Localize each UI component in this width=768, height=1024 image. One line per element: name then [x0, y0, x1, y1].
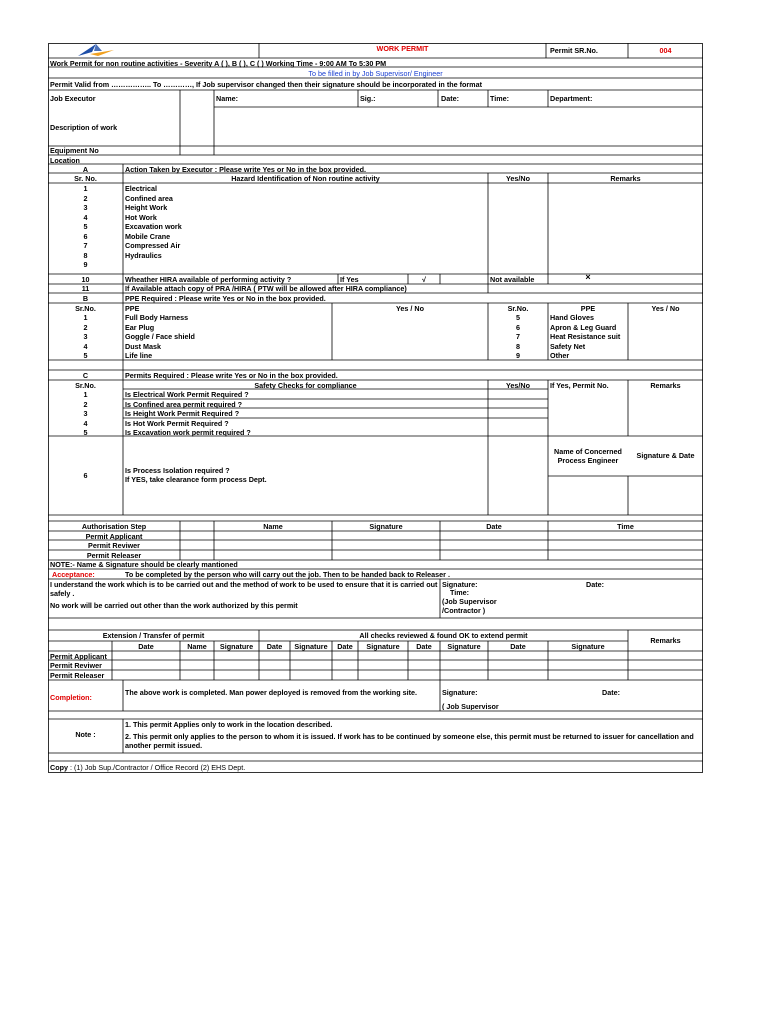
hazard-row-text: Mobile Crane — [125, 231, 171, 241]
check-row-no: 5 — [83, 428, 88, 437]
section-b-col-ppe-right: PPE — [580, 303, 596, 313]
auth-col-step: Authorisation Step — [81, 521, 147, 531]
ppe-row-no: 5 — [83, 351, 88, 360]
acceptance-date: Date: — [586, 580, 604, 589]
section-a-col-hazard: Hazard Identification of Non routine activity — [231, 174, 380, 183]
hira-row-no: 10 — [81, 274, 90, 284]
hazard-row-text: Compressed Air — [125, 241, 181, 250]
ext-row-label: Permit Releaser — [50, 670, 105, 680]
section-b-col-sr: Sr.No. — [75, 303, 96, 313]
job-executor-label: Job Executor — [50, 94, 96, 103]
valid-line: Permit Valid from …………….. To …………, If Job supervisor changed then their signature should be incorporated in the format — [50, 80, 482, 89]
ppe-right-no: 7 — [516, 332, 520, 341]
severity-line: Work Permit for non routine activities - Severity A ( ), B ( ), C ( ) Working Time - 9:00 AM To 5:30 PM — [50, 59, 387, 68]
hira-if-yes: If Yes — [340, 274, 359, 284]
executor-department-label: Department: — [550, 94, 593, 103]
attach-text: If Available attach copy of PRA /HIRA ( PTW will be allowed after HIRA compliance) — [125, 284, 407, 293]
permit-sr-value: 004 — [659, 46, 672, 55]
section-c-col-checks: Safety Checks for compliance — [254, 380, 357, 390]
ext-col-signature: Signature — [571, 641, 605, 651]
hazard-row-no: 1 — [83, 184, 88, 193]
hazard-row-text: Hot Work — [125, 212, 157, 222]
completion-signature: Signature: — [442, 688, 478, 697]
extension-title: Extension / Transfer of permit — [102, 631, 205, 640]
description-label: Description of work — [50, 123, 118, 132]
acceptance-signature: Signature: — [442, 580, 478, 589]
ppe-right-text: Hand Gloves — [550, 313, 594, 322]
check-row-text: Is Height Work Permit Required ? — [125, 409, 240, 418]
executor-name-label: Name: — [216, 94, 238, 103]
ext-col-signature: Signature — [366, 641, 400, 651]
section-b-col-sr-right: Sr.No. — [507, 303, 529, 313]
ext-col-date: Date — [266, 641, 283, 651]
permit-sr-label: Permit SR.No. — [550, 46, 598, 55]
completion-supervisor: ( Job Supervisor — [442, 702, 499, 710]
section-b-col-ppe: PPE — [125, 303, 140, 313]
ppe-right-text: Apron & Leg Guard — [550, 322, 617, 332]
note-line-1: 1. This permit Applies only to work in the location described. — [125, 720, 333, 729]
acceptance-understand: I understand the work which is to be carried out and the method of work to be used to ensure that it is carried out safely . — [50, 580, 438, 598]
hazard-row-no: 8 — [83, 250, 88, 260]
section-a-letter: A — [82, 164, 89, 174]
check-row-text: Is Electrical Work Permit Required ? — [125, 390, 249, 399]
ext-col-signature: Signature — [219, 641, 254, 651]
hazard-row-text: Hydraulics — [125, 250, 162, 260]
copy-label: Copy — [50, 762, 68, 772]
ppe-right-text: Safety Net — [550, 341, 586, 351]
hira-not-available: Not available — [490, 274, 535, 284]
extension-remarks: Remarks — [650, 636, 681, 645]
check-row-no: 1 — [83, 390, 88, 399]
auth-row-label: Permit Releaser — [86, 550, 142, 560]
ppe-right-text: Other — [550, 351, 570, 360]
ext-col-signature: Signature — [447, 641, 481, 651]
copy-text: : (1) Job Sup./Contractor / Office Record (2) EHS Dept. — [67, 762, 246, 772]
note-label: Note : — [75, 730, 96, 739]
executor-time-label: Time: — [490, 94, 510, 103]
ppe-right-text: Heat Resistance suit — [550, 332, 621, 341]
acceptance-no-other: No work will be carried out other than the work authorized by this permit — [50, 601, 298, 610]
hazard-row-no: 4 — [83, 212, 88, 222]
hazard-row-text: Height Work — [125, 203, 168, 212]
check-row-no: 4 — [83, 418, 88, 428]
attach-row-no: 11 — [81, 284, 90, 293]
executor-sig-label: Sig.: — [360, 94, 376, 103]
hazard-row-no: 2 — [83, 193, 88, 203]
ext-col-date: Date — [337, 641, 353, 651]
ppe-right-no: 6 — [516, 322, 520, 332]
acceptance-contractor: /Contractor ) — [442, 606, 486, 615]
hazard-row-no: 6 — [83, 231, 88, 241]
completion-date: Date: — [602, 688, 620, 697]
supervisor-note: To be filled in by Job Supervisor/ Engineer — [308, 68, 443, 78]
section-c-col-ifyes: If Yes, Permit No. — [550, 380, 609, 390]
auth-note: NOTE:- Name & Signature should be clearly mantioned — [50, 560, 238, 569]
acceptance-text: To be completed by the person who will carry out the job. Then to be handed back to Releaser . — [125, 570, 450, 579]
check-row-no: 3 — [83, 409, 88, 418]
completion-supervisor-clip — [442, 702, 542, 710]
auth-col-date: Date — [486, 521, 502, 531]
hira-question: Wheather HIRA available of performing activity ? — [125, 274, 292, 284]
concerned-engineer-label: Name of Concerned Process Engineer — [554, 447, 622, 465]
section-c-col-yesno: Yes/No — [506, 380, 530, 390]
auth-col-name: Name — [263, 521, 283, 531]
check-row-6-line1: Is Process Isolation required ? — [125, 466, 230, 475]
ppe-right-no: 9 — [516, 351, 520, 360]
section-a-col-sr: Sr. No. — [74, 174, 97, 183]
section-c-instruction: Permits Required : Please write Yes or No in the box provided. — [125, 370, 338, 380]
hazard-row-no: 3 — [83, 203, 88, 212]
copy-line — [50, 763, 245, 772]
section-c-col-remarks: Remarks — [650, 380, 681, 390]
ppe-row-text: Ear Plug — [125, 322, 155, 332]
section-c-col-sr: Sr.No. — [75, 380, 96, 390]
auth-row-label: Permit Applicant — [85, 531, 143, 541]
executor-date-label: Date: — [441, 94, 459, 103]
ext-col-date: Date — [416, 641, 432, 651]
section-a-col-remarks: Remarks — [610, 174, 641, 183]
form-title: WORK PERMIT — [376, 44, 429, 53]
ppe-row-no: 2 — [83, 322, 88, 332]
check-row-6-no: 6 — [83, 471, 88, 480]
section-a-col-yesno: Yes/No — [506, 174, 530, 183]
ppe-row-no: 3 — [83, 332, 88, 341]
check-row-6-line2: If YES, take clearance form process Dept. — [125, 475, 267, 484]
section-b-col-yesno: Yes / No — [396, 303, 424, 313]
acceptance-label: Acceptance: — [52, 570, 95, 579]
section-b-instruction: PPE Required : Please write Yes or No in the box provided. — [125, 293, 326, 303]
location-label: Location — [50, 155, 80, 165]
hazard-row-text: Electrical — [125, 184, 157, 193]
auth-col-time: Time — [617, 521, 634, 531]
ext-col-date: Date — [510, 641, 526, 651]
company-logo — [76, 42, 116, 58]
hazard-row-text: Excavation work — [125, 222, 182, 231]
note-line-2: 2. This permit only applies to the person to whom it is issued. If work has to be continued by someone else, this permit must be returned to issuer for cancellation and another permit issued. — [125, 732, 694, 750]
section-b-letter: B — [82, 293, 89, 303]
hazard-row-no: 5 — [83, 222, 88, 231]
extension-checks: All checks reviewed & found OK to extend permit — [359, 631, 528, 640]
cross-icon: × — [585, 272, 591, 282]
check-row-text: Is Excavation work permit required ? — [125, 428, 251, 437]
ext-row-label: Permit Applicant — [50, 651, 107, 661]
ppe-row-text: Life line — [125, 351, 153, 360]
check-row-text: Is Hot Work Permit Required ? — [125, 418, 229, 428]
ppe-right-no: 5 — [516, 313, 520, 322]
ppe-row-no: 4 — [83, 341, 88, 351]
ppe-row-no: 1 — [83, 313, 88, 322]
work-permit-sheet — [48, 43, 703, 773]
signature-date-label: Signature & Date — [636, 451, 695, 460]
completion-text: The above work is completed. Man power deployed is removed from the working site. — [125, 688, 417, 697]
auth-row-label: Permit Reviwer — [88, 541, 140, 550]
hazard-row-no: 9 — [83, 260, 88, 269]
completion-label: Completion: — [50, 693, 92, 702]
check-row-no: 2 — [83, 399, 88, 409]
ext-col-name: Name — [187, 641, 207, 651]
section-b-col-yesno-right: Yes / No — [651, 303, 680, 313]
ext-col-signature: Signature — [294, 641, 328, 651]
acceptance-time: Time: — [450, 588, 470, 597]
ppe-row-text: Dust Mask — [125, 341, 161, 351]
hazard-row-no: 7 — [83, 241, 88, 250]
section-a-instruction: Action Taken by Executor : Please write Yes or No in the box provided. — [125, 164, 366, 174]
ppe-row-text: Goggle / Face shield — [125, 332, 195, 341]
hazard-row-text: Confined area — [125, 193, 173, 203]
ppe-right-no: 8 — [516, 341, 520, 351]
check-row-text: Is Confined area permit required ? — [125, 399, 243, 409]
equipment-label: Equipment No — [50, 146, 99, 155]
ext-row-label: Permit Reviwer — [50, 661, 102, 670]
section-c-letter: C — [82, 370, 89, 380]
ext-col-date: Date — [138, 641, 154, 651]
auth-col-signature: Signature — [369, 521, 403, 531]
ppe-row-text: Full Body Harness — [125, 313, 189, 322]
acceptance-supervisor: (Job Supervisor — [442, 597, 497, 606]
tick-icon: √ — [422, 274, 426, 284]
